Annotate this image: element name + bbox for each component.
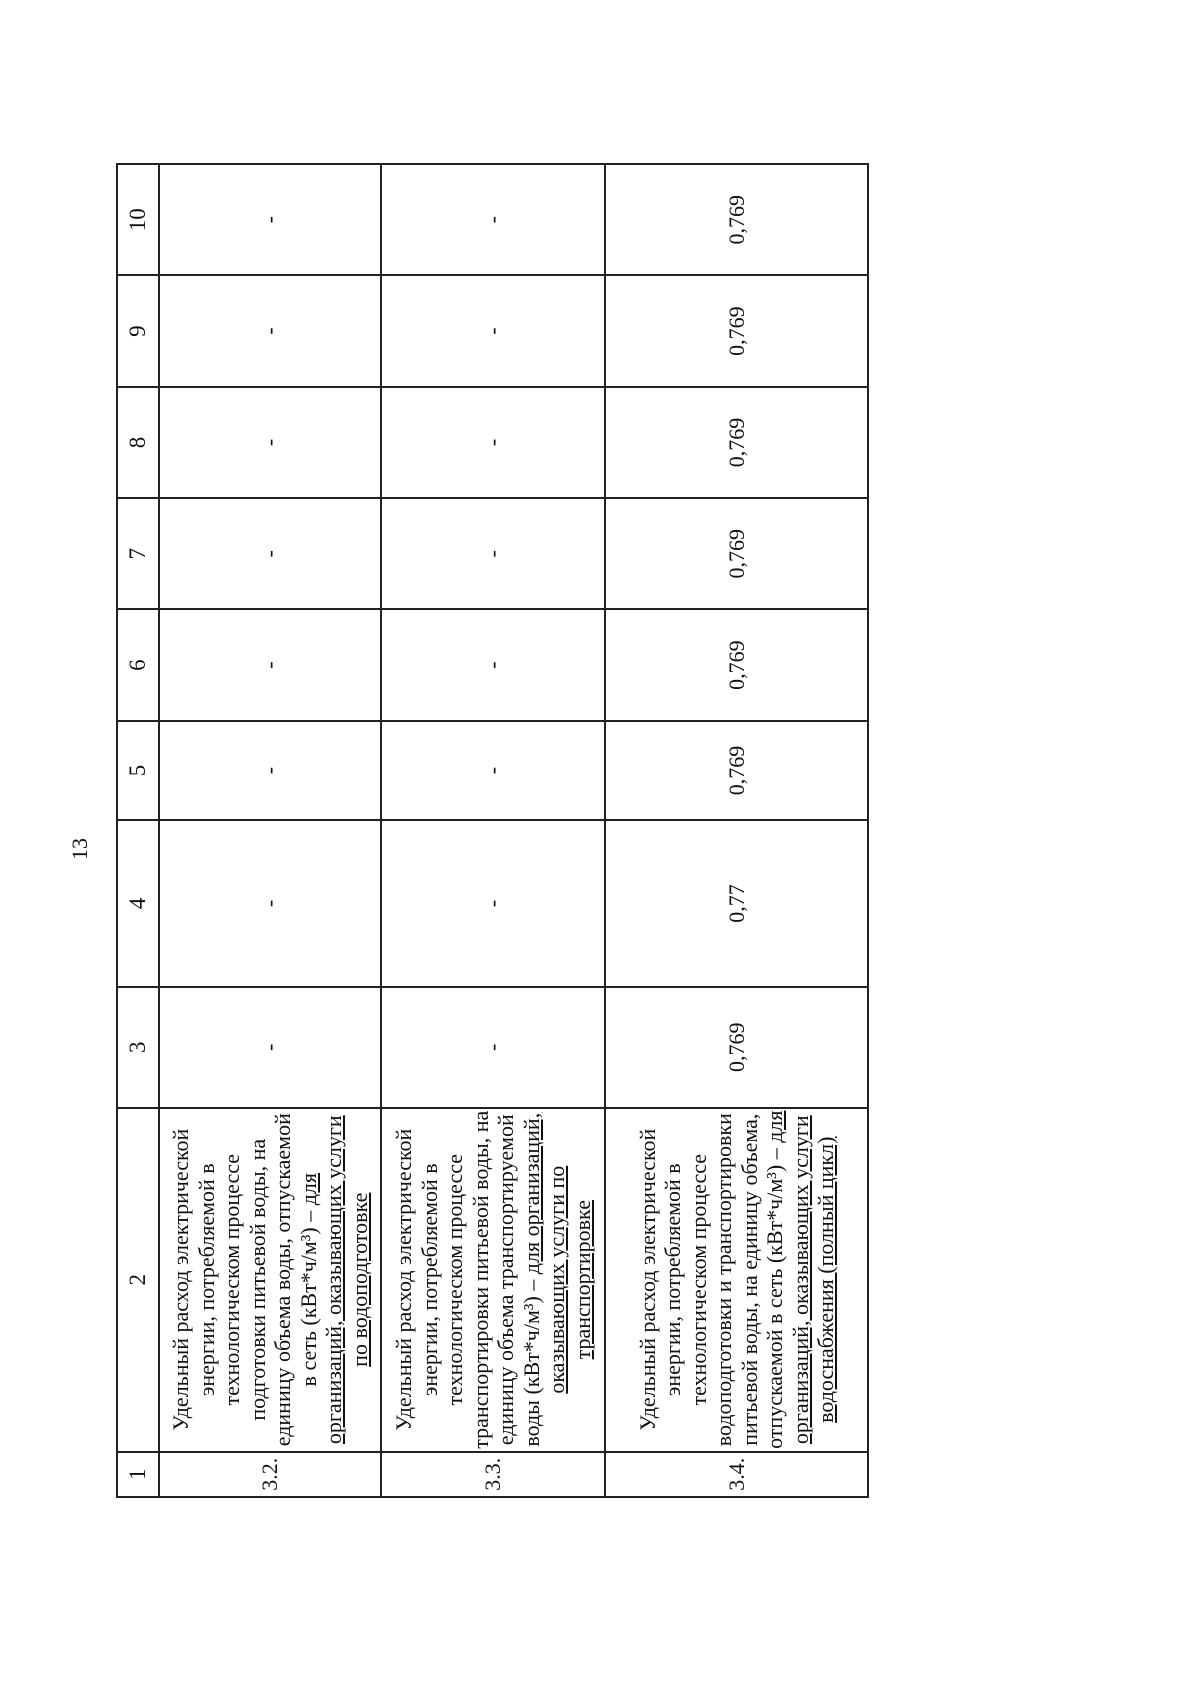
description-text: Удельный расход электрической энергии, потребляемой в технологическом процессе транспортировки питьевой воды, на единицу объема транспортируемой воды (кВт*ч/м³) – [391,1110,544,1449]
header-row [117,164,159,1497]
row-description [605,1108,868,1452]
indicator-table [116,163,869,1498]
description-text: Удельный расход электрической энергии, потребляемой в технологическом процессе водоподготовки и транспортировки питьевой воды, на единицу объема, отпускаемой в сеть (кВт*ч/м³) – [634,1113,787,1449]
value-cell: - [381,721,605,820]
value-cell: - [159,721,381,820]
description-text: Удельный расход электрической энергии, потребляемой в технологическом процессе подготовки питьевой воды, на единицу объема воды, отпускаемой в сеть (кВт*ч/м³) – [168,1113,321,1447]
value-cell: 0,769 [605,498,868,609]
value-cell: 0,77 [605,820,868,986]
row-description [381,1108,605,1452]
column-header: 7 [117,498,159,609]
page-number: 13 [67,838,92,860]
value-cell: - [381,164,605,275]
column-header: 9 [117,275,159,386]
value-cell: 0,769 [605,275,868,386]
column-header: 8 [117,387,159,498]
value-cell: - [159,987,381,1108]
value-cell: - [159,275,381,386]
value-cell: - [381,987,605,1108]
value-cell: 0,769 [605,721,868,820]
value-cell: 0,769 [605,609,868,720]
row-number: 3.4. [605,1452,868,1497]
row-number: 3.3. [381,1452,605,1497]
table-row [381,164,605,1497]
description-underlined: для организаций, оказывающих услуги водоснабжения (полный цикл) [762,1110,838,1445]
value-cell: 0,769 [605,987,868,1108]
value-cell: 0,769 [605,164,868,275]
row-description [159,1108,381,1452]
value-cell: - [381,275,605,386]
column-header: 5 [117,721,159,820]
description-underlined: для организаций, оказывающих услуги по транспортировке [518,1112,595,1394]
column-header: 3 [117,987,159,1108]
value-cell: - [159,498,381,609]
value-cell: 0,769 [605,387,868,498]
column-header: 6 [117,609,159,720]
value-cell: - [159,820,381,986]
rotated-table-layer [116,163,863,1498]
value-cell: - [381,609,605,720]
description-underlined: для организаций, оказывающих услуги по водоподготовке [295,1115,372,1445]
table-row [605,164,868,1497]
table-row [159,164,381,1497]
value-cell: - [159,387,381,498]
value-cell: - [159,164,381,275]
value-cell: - [381,387,605,498]
indicator-table-container [116,163,863,1498]
row-number: 3.2. [159,1452,381,1497]
value-cell: - [381,820,605,986]
value-cell: - [159,609,381,720]
column-header: 1 [117,1452,159,1497]
column-header: 10 [117,164,159,275]
column-header: 2 [117,1108,159,1452]
value-cell: - [381,498,605,609]
column-header: 4 [117,820,159,986]
